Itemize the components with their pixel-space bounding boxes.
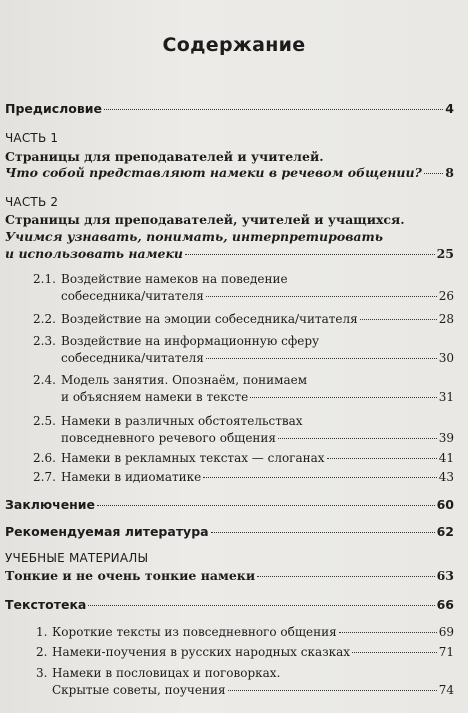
leader-dots <box>360 319 437 320</box>
entry-label: собеседника/читателя <box>61 289 204 303</box>
section-title: Воздействие на информационную сферу <box>61 334 320 348</box>
entry-page: 4 <box>445 101 454 116</box>
entry-label: Заключение <box>5 497 96 512</box>
entry-label: Короткие тексты из повседневного общения <box>52 625 337 639</box>
toc-entry-literature[interactable] <box>5 524 454 539</box>
toc-entry-materials[interactable] <box>5 568 454 583</box>
leader-dots <box>228 690 437 691</box>
toc-entry-text-1[interactable] <box>36 625 454 639</box>
entry-label: Намеки в идиоматике <box>61 470 202 484</box>
entry-label: Что собой представляют намеки в речевом общении? <box>5 165 422 180</box>
toc-entry-2-3[interactable] <box>61 351 454 365</box>
entry-page: 39 <box>438 431 454 445</box>
toc-entry-text-2[interactable] <box>36 645 454 659</box>
entry-page: 62 <box>436 524 454 539</box>
part1-heading: Страницы для преподавателей и учителей. <box>5 149 324 164</box>
text-3-line1 <box>36 666 280 680</box>
section-number: 2.2. <box>33 312 56 326</box>
leader-dots <box>352 652 437 653</box>
text-number: 1. <box>36 625 48 639</box>
toc-entry-2-2[interactable] <box>33 312 454 326</box>
entry-page: 28 <box>438 312 454 326</box>
entry-label: Намеки-поучения в русских народных сказках <box>52 645 351 659</box>
entry-page: 25 <box>436 246 454 261</box>
section-number: 2.3. <box>33 334 56 348</box>
toc-entry-2-6[interactable] <box>33 451 454 465</box>
toc-entry-part2[interactable] <box>5 246 454 261</box>
leader-dots <box>206 358 437 359</box>
leader-dots <box>203 477 436 478</box>
text-number: 3. <box>36 666 48 680</box>
entry-label: Предисловие <box>5 101 103 116</box>
entry-page: 71 <box>438 645 454 659</box>
entry-page: 66 <box>436 597 454 612</box>
section-number: 2.1. <box>33 272 56 286</box>
entry-page: 26 <box>438 289 454 303</box>
toc-entry-conclusion[interactable] <box>5 497 454 512</box>
leader-dots <box>206 296 437 297</box>
leader-dots <box>211 532 435 533</box>
toc-entry-part1[interactable] <box>5 165 454 180</box>
part2-heading: Страницы для преподавателей, учителей и учащихся. <box>5 212 405 227</box>
entry-page: 74 <box>438 683 454 697</box>
page-title: Содержание <box>162 34 306 56</box>
part2-subtitle-line1: Учимся узнавать, понимать, интерпретировать <box>5 229 383 244</box>
toc-entry-text-3[interactable] <box>52 683 454 697</box>
leader-dots <box>339 632 437 633</box>
part1-label: ЧАСТЬ 1 <box>5 131 59 145</box>
toc-entry-2-1[interactable] <box>61 289 454 303</box>
section-number: 2.5. <box>33 414 56 428</box>
leader-dots <box>257 576 435 577</box>
materials-label: УЧЕБНЫЕ МАТЕРИАЛЫ <box>5 551 149 565</box>
entry-label: повседневного речевого общения <box>61 431 276 445</box>
entry-page: 41 <box>438 451 454 465</box>
section-2-3-line1 <box>33 334 319 348</box>
toc-entry-preface[interactable] <box>5 101 454 116</box>
section-number: 2.6. <box>33 451 56 465</box>
leader-dots <box>278 438 437 439</box>
section-2-4-line1 <box>33 373 307 387</box>
entry-label: Тонкие и не очень тонкие намеки <box>5 568 256 583</box>
toc-entry-2-4[interactable] <box>61 390 454 404</box>
entry-page: 60 <box>436 497 454 512</box>
entry-label: Воздействие на эмоции собеседника/читателя <box>61 312 358 326</box>
leader-dots <box>327 458 437 459</box>
entry-label: Рекомендуемая литература <box>5 524 209 539</box>
entry-page: 43 <box>438 470 454 484</box>
section-number: 2.7. <box>33 470 56 484</box>
section-2-5-line1 <box>33 414 303 428</box>
entry-page: 30 <box>438 351 454 365</box>
text-title: Намеки в пословицах и поговорках. <box>52 666 281 680</box>
section-number: 2.4. <box>33 373 56 387</box>
entry-label: и использовать намеки <box>5 246 184 261</box>
leader-dots <box>88 605 434 606</box>
entry-label: Скрытые советы, поучения <box>52 683 226 697</box>
entry-page: 63 <box>436 568 454 583</box>
text-number: 2. <box>36 645 48 659</box>
entry-page: 69 <box>438 625 454 639</box>
leader-dots <box>250 397 437 398</box>
entry-page: 8 <box>445 165 454 180</box>
entry-label: Намеки в рекламных текстах — слоганах <box>61 451 325 465</box>
entry-label: собеседника/читателя <box>61 351 204 365</box>
section-2-1-line1 <box>33 272 288 286</box>
toc-entry-2-5[interactable] <box>61 431 454 445</box>
entry-label: Текстотека <box>5 597 87 612</box>
part2-label: ЧАСТЬ 2 <box>5 195 59 209</box>
toc-entry-2-7[interactable] <box>33 470 454 484</box>
leader-dots <box>97 505 435 506</box>
section-title: Намеки в различных обстоятельствах <box>61 414 303 428</box>
leader-dots <box>424 173 443 174</box>
section-title: Воздействие намеков на поведение <box>61 272 288 286</box>
section-title: Модель занятия. Опознаём, понимаем <box>61 373 308 387</box>
leader-dots <box>104 109 443 110</box>
entry-label: и объясняем намеки в тексте <box>61 390 249 404</box>
leader-dots <box>185 254 435 255</box>
entry-page: 31 <box>438 390 454 404</box>
toc-entry-textoteka[interactable] <box>5 597 454 612</box>
